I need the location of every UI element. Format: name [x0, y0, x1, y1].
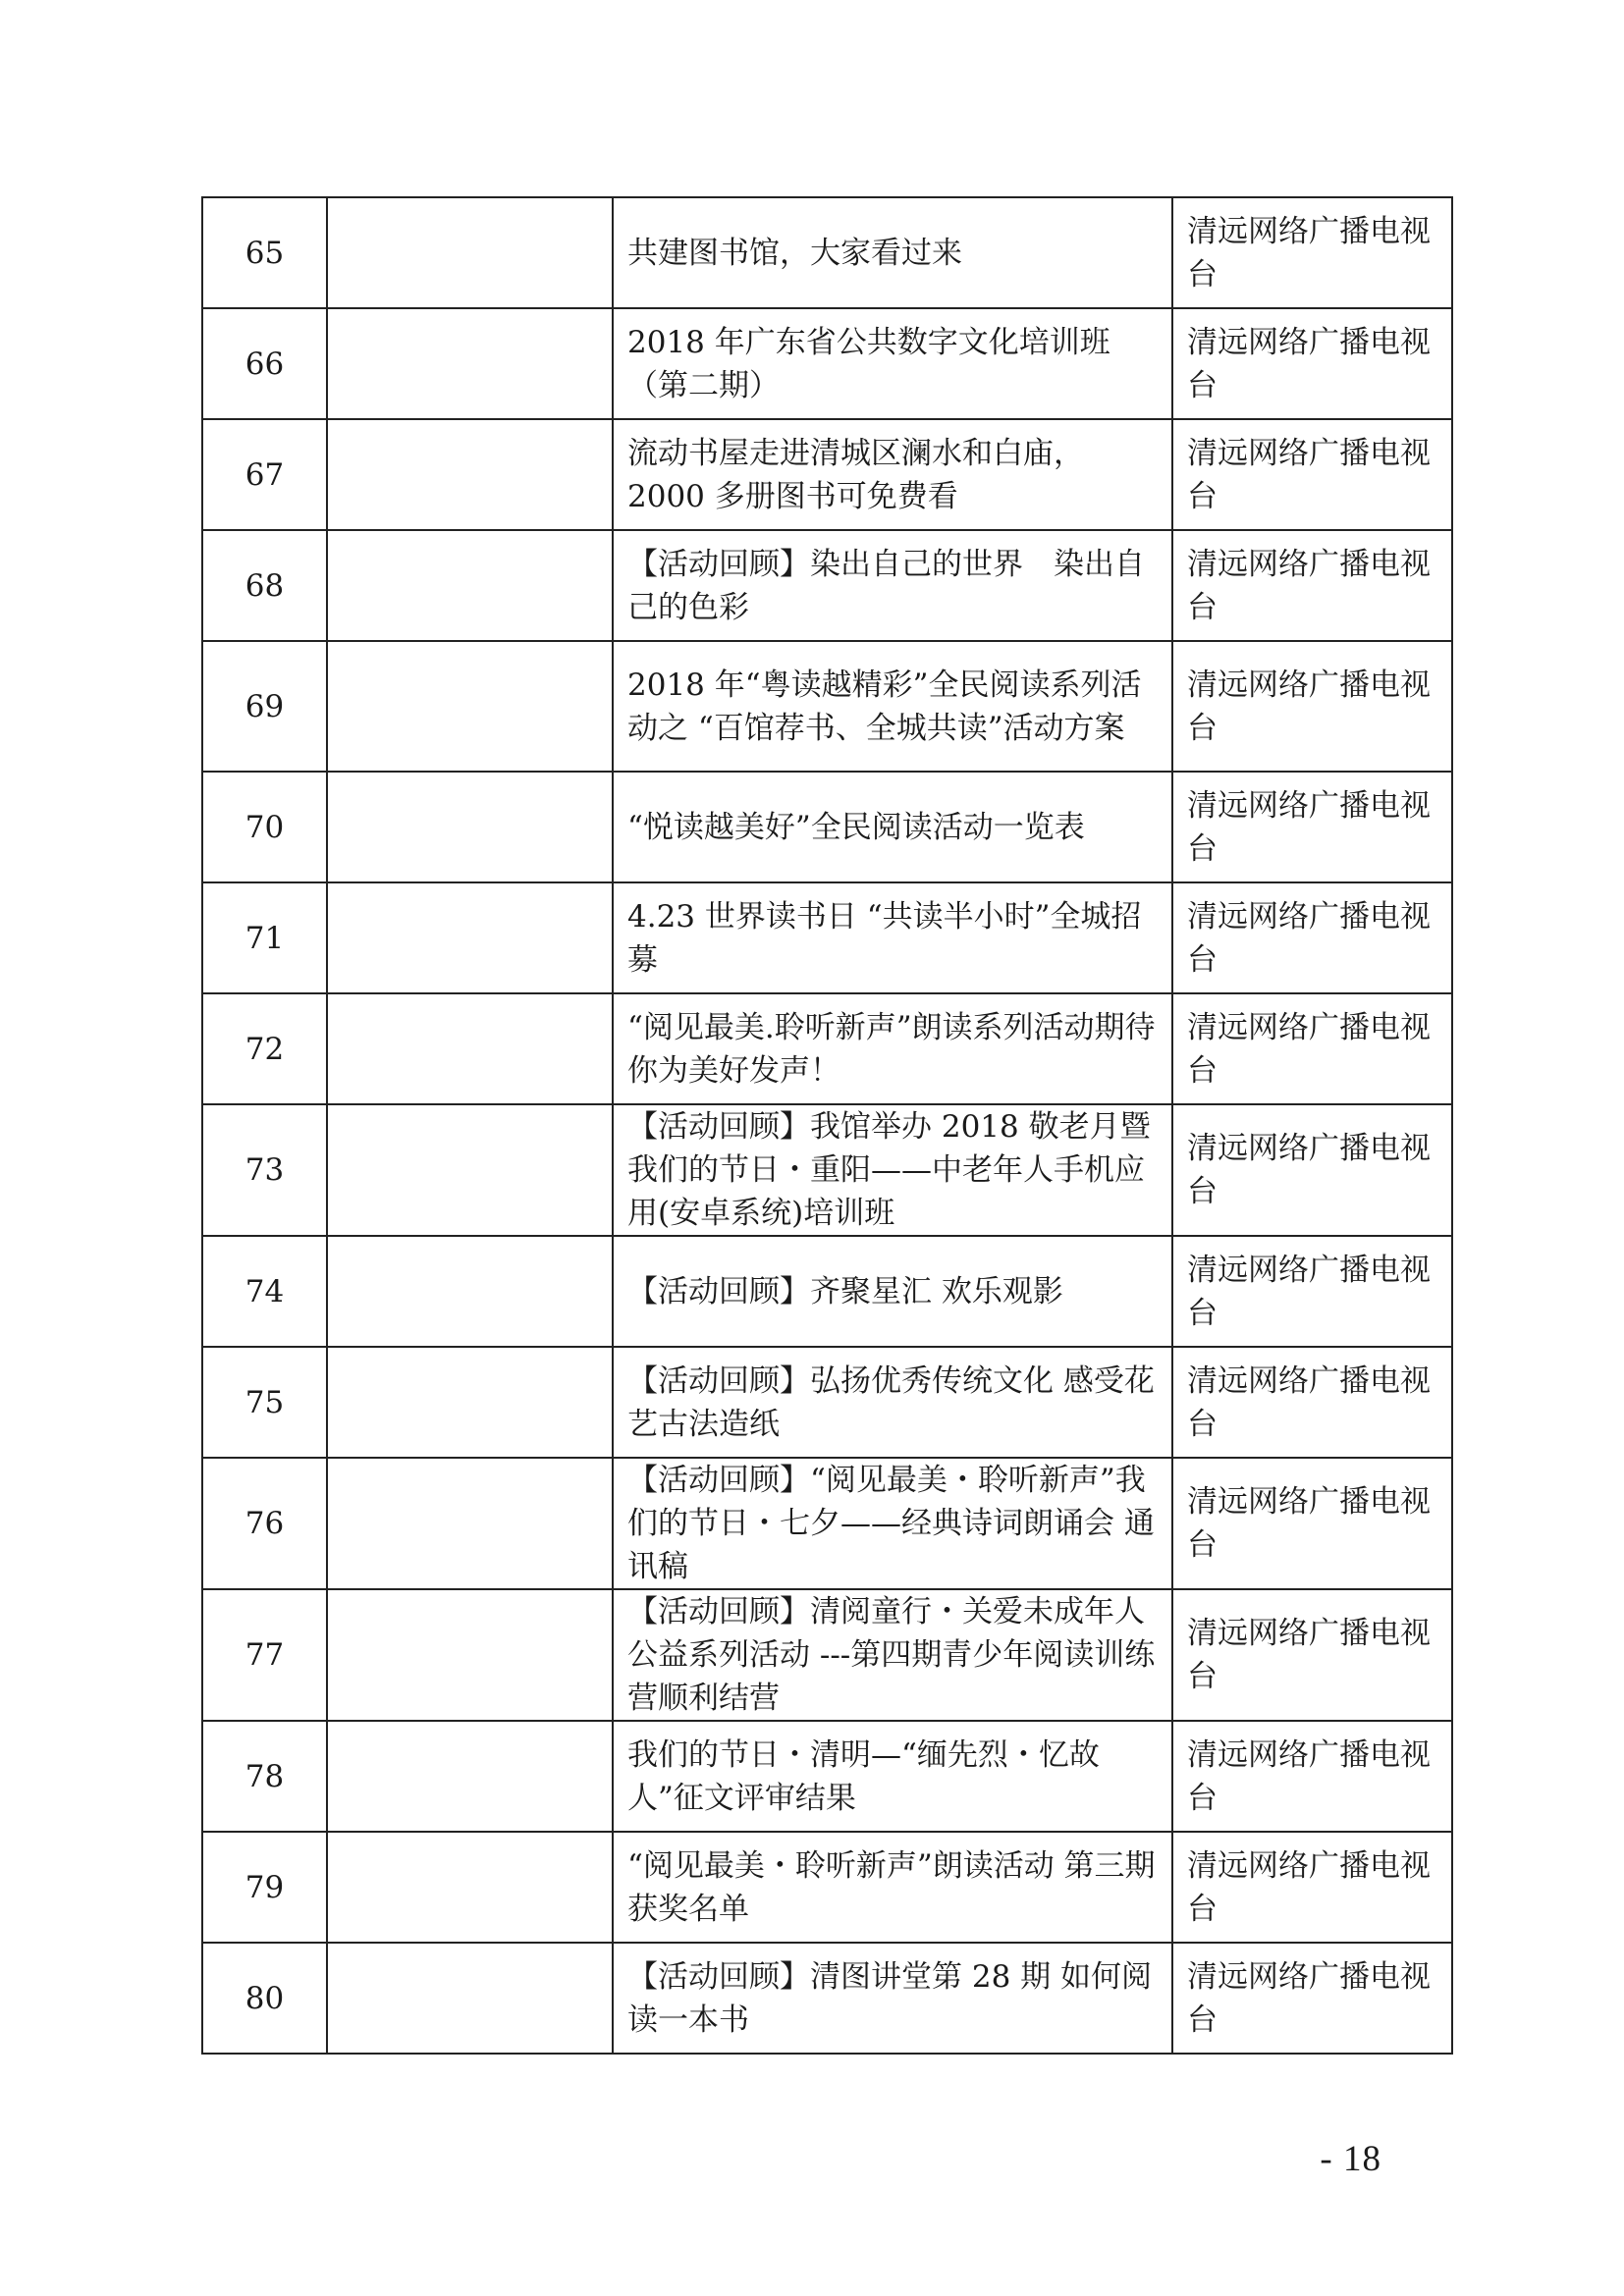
source-cell: 清远网络广播电视台	[1172, 419, 1452, 530]
table-row	[202, 1832, 1452, 1943]
empty-cell	[327, 1458, 613, 1589]
table-row	[202, 1589, 1452, 1721]
article-title-cell: 【活动回顾】我馆举办 2018 敬老月暨我们的节日・重阳——中老年人手机应用(安卓系统)培训班	[613, 1104, 1172, 1236]
source-cell: 清远网络广播电视台	[1172, 530, 1452, 641]
row-number-cell: 66	[202, 308, 327, 419]
empty-cell	[327, 308, 613, 419]
source-cell: 清远网络广播电视台	[1172, 1832, 1452, 1943]
empty-cell	[327, 419, 613, 530]
article-title-cell: 【活动回顾】“阅见最美・聆听新声”我们的节日・七夕——经典诗词朗诵会 通讯稿	[613, 1458, 1172, 1589]
source-cell: 清远网络广播电视台	[1172, 197, 1452, 308]
table-row	[202, 1943, 1452, 2054]
table-row	[202, 1721, 1452, 1832]
article-title-cell: 【活动回顾】弘扬优秀传统文化 感受花艺古法造纸	[613, 1347, 1172, 1458]
page-number: - 18	[1320, 2139, 1381, 2179]
empty-cell	[327, 1832, 613, 1943]
row-number-cell: 67	[202, 419, 327, 530]
empty-cell	[327, 641, 613, 772]
article-title-cell: “悦读越美好”全民阅读活动一览表	[613, 772, 1172, 882]
row-number-cell: 71	[202, 882, 327, 993]
source-cell: 清远网络广播电视台	[1172, 1236, 1452, 1347]
empty-cell	[327, 530, 613, 641]
table-row	[202, 1236, 1452, 1347]
source-cell: 清远网络广播电视台	[1172, 1104, 1452, 1236]
media-coverage-table	[201, 196, 1453, 2055]
article-title-cell: “阅见最美・聆听新声”朗读活动 第三期获奖名单	[613, 1832, 1172, 1943]
empty-cell	[327, 1347, 613, 1458]
source-cell: 清远网络广播电视台	[1172, 993, 1452, 1104]
table-row	[202, 197, 1452, 308]
row-number-cell: 69	[202, 641, 327, 772]
article-title-cell: 2018 年广东省公共数字文化培训班（第二期）	[613, 308, 1172, 419]
row-number-cell: 77	[202, 1589, 327, 1721]
row-number-cell: 79	[202, 1832, 327, 1943]
source-cell: 清远网络广播电视台	[1172, 1347, 1452, 1458]
article-title-cell: 流动书屋走进清城区澜水和白庙，2000 多册图书可免费看	[613, 419, 1172, 530]
article-title-cell: 【活动回顾】清阅童行・关爱未成年人公益系列活动 ---第四期青少年阅读训练营顺利结营	[613, 1589, 1172, 1721]
row-number-cell: 80	[202, 1943, 327, 2054]
empty-cell	[327, 882, 613, 993]
article-title-cell: 【活动回顾】染出自己的世界 染出自己的色彩	[613, 530, 1172, 641]
table-row	[202, 1347, 1452, 1458]
row-number-cell: 68	[202, 530, 327, 641]
source-cell: 清远网络广播电视台	[1172, 882, 1452, 993]
table-body	[202, 197, 1452, 2054]
table-row	[202, 993, 1452, 1104]
source-cell: 清远网络广播电视台	[1172, 1943, 1452, 2054]
table-row	[202, 419, 1452, 530]
source-cell: 清远网络广播电视台	[1172, 641, 1452, 772]
article-title-cell: 共建图书馆，大家看过来	[613, 197, 1172, 308]
source-cell: 清远网络广播电视台	[1172, 1458, 1452, 1589]
table-row	[202, 1458, 1452, 1589]
table-row	[202, 772, 1452, 882]
table-row	[202, 308, 1452, 419]
article-title-cell: 4.23 世界读书日 “共读半小时”全城招募	[613, 882, 1172, 993]
empty-cell	[327, 1104, 613, 1236]
empty-cell	[327, 993, 613, 1104]
row-number-cell: 73	[202, 1104, 327, 1236]
table-row	[202, 530, 1452, 641]
article-title-cell: 【活动回顾】齐聚星汇 欢乐观影	[613, 1236, 1172, 1347]
source-cell: 清远网络广播电视台	[1172, 1721, 1452, 1832]
row-number-cell: 70	[202, 772, 327, 882]
article-title-cell: 2018 年“粤读越精彩”全民阅读系列活动之 “百馆荐书、全城共读”活动方案	[613, 641, 1172, 772]
table-row	[202, 1104, 1452, 1236]
source-cell: 清远网络广播电视台	[1172, 1589, 1452, 1721]
empty-cell	[327, 1236, 613, 1347]
row-number-cell: 75	[202, 1347, 327, 1458]
article-title-cell: 我们的节日・清明—“缅先烈・忆故人”征文评审结果	[613, 1721, 1172, 1832]
article-title-cell: 【活动回顾】清图讲堂第 28 期 如何阅读一本书	[613, 1943, 1172, 2054]
empty-cell	[327, 772, 613, 882]
empty-cell	[327, 1943, 613, 2054]
row-number-cell: 65	[202, 197, 327, 308]
source-cell: 清远网络广播电视台	[1172, 308, 1452, 419]
row-number-cell: 72	[202, 993, 327, 1104]
table-row	[202, 641, 1452, 772]
row-number-cell: 74	[202, 1236, 327, 1347]
table-row	[202, 882, 1452, 993]
empty-cell	[327, 1589, 613, 1721]
source-cell: 清远网络广播电视台	[1172, 772, 1452, 882]
row-number-cell: 76	[202, 1458, 327, 1589]
empty-cell	[327, 197, 613, 308]
article-title-cell: “阅见最美.聆听新声”朗读系列活动期待你为美好发声！	[613, 993, 1172, 1104]
empty-cell	[327, 1721, 613, 1832]
row-number-cell: 78	[202, 1721, 327, 1832]
